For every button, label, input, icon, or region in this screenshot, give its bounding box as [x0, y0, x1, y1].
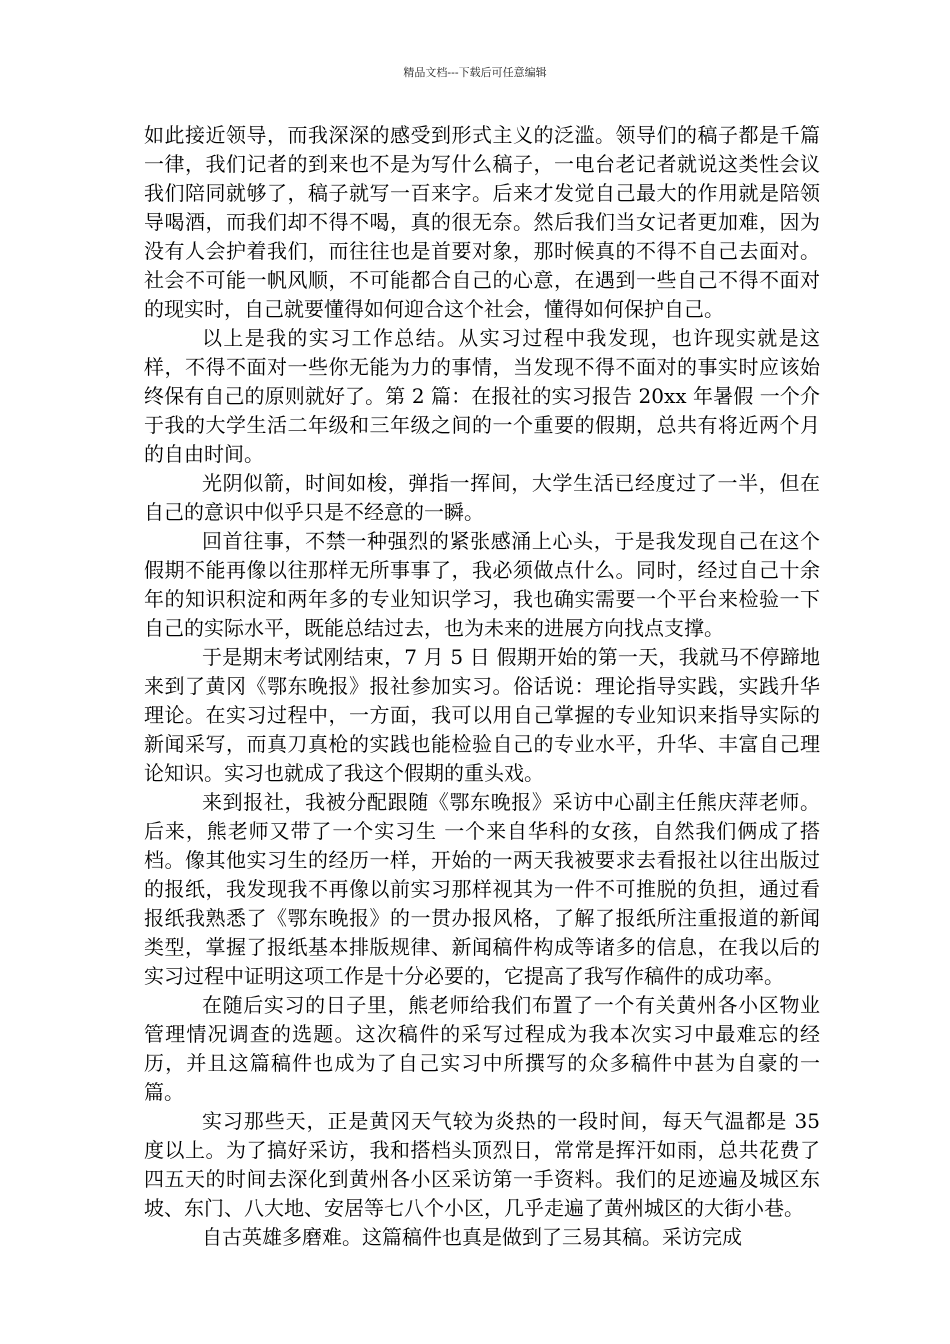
paragraph: 在随后实习的日子里，熊老师给我们布置了一个有关黄州各小区物业管理情况调查的选题。这次稿件的采写过程成为我本次实习中最难忘的经历，并且这篇稿件也成为了自己实习中所撰写的众多稿件中甚为自豪的一篇。 [144, 993, 820, 1104]
document-body [144, 121, 820, 1252]
paragraph: 于是期末考试刚结束，7 月 5 日 假期开始的第一天，我就马不停蹄地来到了黄冈《鄂东晚报》报社参加实习。俗话说：理论指导实践，实践升华理论。在实习过程中，一方面，我可以用自己掌握的专业知识来指导实际的新闻采写，而真刀真枪的实践也能检验自己的专业水平，升华、丰富自己理论知识。实习也就成了我这个假期的重头戏。 [144, 645, 820, 785]
paragraph: 如此接近领导，而我深深的感受到形式主义的泛滥。领导们的稿子都是千篇一律，我们记者的到来也不是为写什么稿子，一电台老记者就说这类性会议我们陪同就够了，稿子就写一百来字。后来才发觉自己最大的作用就是陪领导喝酒，而我们却不得不喝，真的很无奈。然后我们当女记者更加难，因为没有人会护着我们，而往往也是首要对象，那时候真的不得不自己去面对。社会不可能一帆风顺，不可能都合自己的心意，在遇到一些自己不得不面对的现实时，自己就要懂得如何迎合这个社会，懂得如何保护自己。 [144, 123, 820, 321]
paragraph: 回首往事，不禁一种强烈的紧张感涌上心头，于是我发现自己在这个假期不能再像以往那样无所事事了，我必须做点什么。同时，经过自己十余年的知识积淀和两年多的专业知识学习，我也确实需要一个平台来检验一下自己的实际水平，既能总结过去，也为未来的进展方向找点支撑。 [144, 529, 820, 640]
paragraph: 实习那些天，正是黄冈天气较为炎热的一段时间，每天气温都是 35 度以上。为了搞好采访，我和搭档头顶烈日，常常是挥汗如雨，总共花费了四五天的时间去深化到黄州各小区采访第一手资料。我们的足迹遍及城区东坡、东门、八大地、安居等七八个小区，几乎走遍了黄州城区的大街小巷。 [144, 1109, 820, 1220]
paragraph: 来到报社，我被分配跟随《鄂东晚报》采访中心副主任熊庆萍老师。后来，熊老师又带了一个实习生 一个来自华科的女孩，自然我们俩成了搭档。像其他实习生的经历一样，开始的一两天我被要求去看报社以往出版过的报纸，我发现我不再像以前实习那样视其为一件不可推脱的负担，通过看报纸我熟悉了《鄂东晚报》的一贯办报风格，了解了报纸所注重报道的新闻类型，掌握了报纸基本排版规律、新闻稿件构成等诸多的信息，在我以后的实习过程中证明这项工作是十分必要的，它提高了我写作稿件的成功率。 [144, 790, 820, 988]
paragraph: 自古英雄多磨难。这篇稿件也真是做到了三易其稿。采访完成 [202, 1225, 742, 1249]
page-header: 精品文档---下载后可任意编辑 [403, 66, 547, 79]
paragraph: 以上是我的实习工作总结。从实习过程中我发现，也许现实就是这样，不得不面对一些你无能为力的事情，当发现不得不面对的事实时应该始终保有自己的原则就好了。第 2 篇：在报社的实习报告 20xx 年暑假 一个介于我的大学生活二年级和三年级之间的一个重要的假期，总共有将近两个月的自由时间。 [144, 326, 820, 466]
paragraph: 光阴似箭，时间如梭，弹指一挥间，大学生活已经度过了一半，但在自己的意识中似乎只是不经意的一瞬。 [144, 471, 820, 524]
